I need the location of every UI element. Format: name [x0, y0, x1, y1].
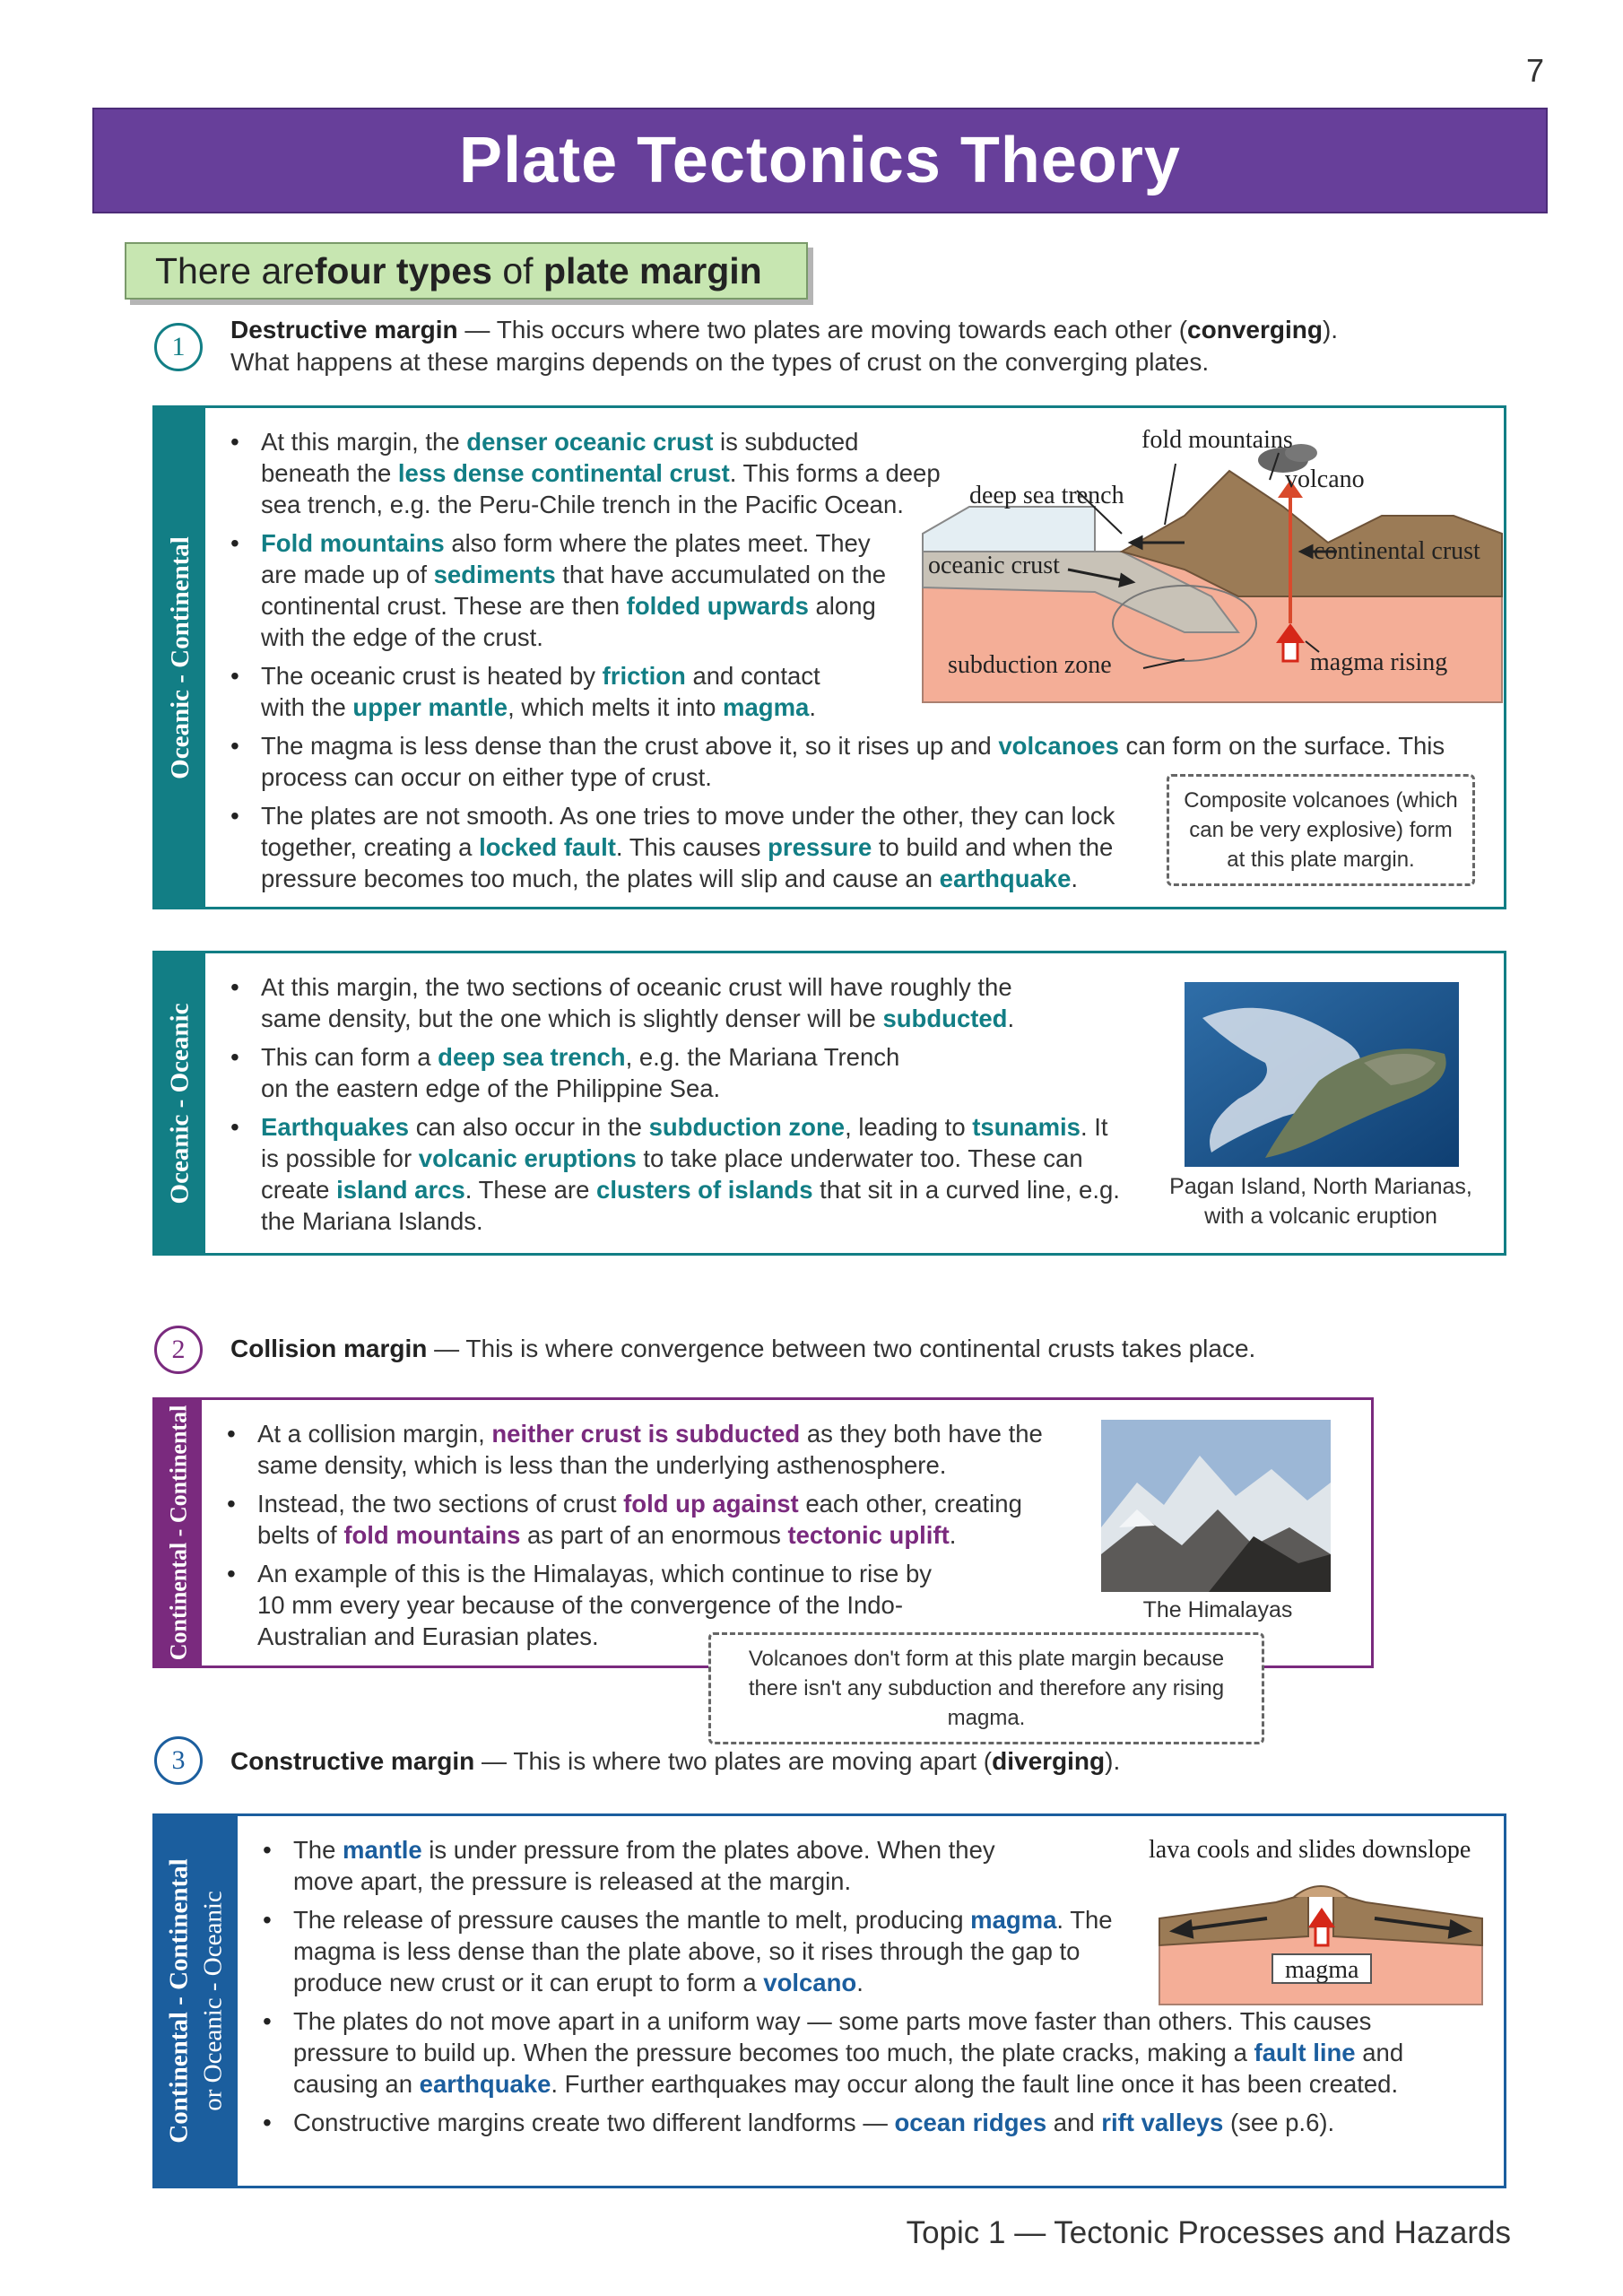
page-number: 7 — [1525, 52, 1544, 89]
list-item: • This can form a deep sea trench, e.g. the Mariana Trench on the eastern edge of the Philippine Sea. — [223, 1041, 905, 1104]
panel-constructive — [152, 1813, 1506, 2188]
tab-line: or Oceanic - Oceanic — [199, 1891, 229, 2111]
panel-continental-continental — [152, 1397, 1374, 1668]
section-heading: Collision margin — [230, 1335, 428, 1362]
intro-text: — This occurs where two plates are moving towards each other ( — [457, 316, 1188, 344]
title-banner — [92, 108, 1548, 213]
intro-bold: converging — [1187, 316, 1323, 344]
list-item: • Fold mountains also form where the plates meet. They are made up of sediments that have accumulated on the continental crust. These are then folded upwards along with the edge of the crust. — [223, 527, 905, 653]
list-item: • The release of pressure causes the mantle to melt, producing magma. The magma is less dense than the plate above, so it rises through the gap to produce new crust or it can erupt to form a volcano. — [256, 1904, 1116, 1998]
label-volcano-top: volcano — [1285, 465, 1365, 493]
plate-left — [1159, 1893, 1308, 1945]
list-item: • The plates do not move apart in a uniform way — some parts move faster than others. This causes pressure to build up. When the pressure becomes too much, the plate cracks, making a fault line and causing an earthquake. Further earthquakes may occur along the fault line once it has been created. — [256, 2005, 1448, 2100]
list-item: • Instead, the two sections of crust fold up against each other, creating belts of fold mountains as part of an enormous tectonic uplift. — [220, 1488, 1081, 1551]
label-magma-rising: magma rising — [1310, 648, 1448, 676]
bullet-list — [220, 1418, 1116, 1659]
panel-side-tab — [155, 953, 205, 1253]
section-subheading — [125, 242, 808, 300]
pagan-island-photo — [1185, 982, 1459, 1167]
intro-bold: diverging — [992, 1747, 1106, 1775]
subduction-diagram — [916, 417, 1507, 722]
info-note: Volcanoes don't form at this plate margin because there isn't any subduction and therefore any rising magma. — [708, 1632, 1264, 1744]
constructive-diagram — [1141, 1829, 1500, 2017]
panel-side-tab — [155, 1400, 202, 1665]
section-number-2: 2 — [154, 1326, 203, 1374]
section-number-3: 3 — [154, 1736, 203, 1785]
subhead-text: There are — [155, 249, 315, 291]
plate-right — [1333, 1893, 1482, 1945]
label-continental-crust: continental crust — [1314, 537, 1480, 565]
section-number-1: 1 — [154, 323, 203, 371]
list-item: • The oceanic crust is heated by friction and contact with the upper mantle, which melts it into magma. — [223, 660, 869, 723]
list-item: • The mantle is under pressure from the plates above. When they move apart, the pressure is released at the margin. — [256, 1834, 1009, 1897]
intro-text: What happens at these margins depends on the types of crust on the converging plates. — [230, 348, 1210, 376]
intro-text: ). — [1322, 316, 1339, 344]
panel-oceanic-continental — [152, 405, 1506, 909]
caption-line: with a volcanic eruption — [1204, 1204, 1437, 1229]
tab-line: Continental - Continental — [165, 1858, 195, 2144]
photo-caption: The Himalayas — [1142, 1597, 1293, 1622]
list-item: • Constructive margins create two different landforms — ocean ridges and rift valleys (see p.6). — [256, 2107, 1448, 2138]
himalayas-photo — [1101, 1420, 1331, 1592]
intro-text: ). — [1105, 1747, 1121, 1775]
label-fold-mountains: fold mountains — [1141, 426, 1293, 454]
list-item: • At a collision margin, neither crust is subducted as they both have the same density, which is less than the underlying asthenosphere. — [220, 1418, 1045, 1481]
subhead-bold: plate margin — [542, 249, 762, 291]
panel-side-tab — [155, 1816, 238, 2186]
panel-tab-label: Oceanic - Oceanic — [165, 1003, 195, 1204]
page-title: Plate Tectonics Theory — [459, 125, 1181, 196]
section-heading: Destructive margin — [230, 316, 458, 344]
photo-caption — [1150, 1172, 1491, 1231]
label-magma: magma — [1285, 1956, 1359, 1984]
list-item: • At this margin, the two sections of oceanic crust will have roughly the same density, but the one which is slightly denser will be subducted. — [223, 971, 1066, 1034]
section-2-intro — [230, 1333, 1513, 1365]
list-item: • Earthquakes can also occur in the subduction zone, leading to tsunamis. It is possible for volcanic eruptions to take place underwater too. These can create island arcs. These are clusters of islands that sit in a curved line, e.g. the Mariana Islands. — [223, 1111, 1120, 1237]
label-subduction-zone: subduction zone — [948, 651, 1112, 679]
subhead-text: of — [491, 249, 543, 291]
info-note: Composite volcanoes (which can be very explosive) form at this plate margin. — [1167, 774, 1475, 886]
page-footer: Topic 1 — Tectonic Processes and Hazards — [906, 2215, 1511, 2250]
intro-text: — This is where convergence between two continental crusts takes place. — [427, 1335, 1256, 1362]
section-1-intro — [230, 314, 1513, 378]
intro-text: — This is where two plates are moving apart ( — [474, 1747, 993, 1775]
panel-tab-label: Oceanic - Continental — [165, 535, 195, 779]
section-3-intro — [230, 1745, 1513, 1778]
list-item: • An example of this is the Himalayas, which continue to rise by 10 mm every year because of the convergence of the Indo-Australian and Eurasian plates. — [220, 1558, 955, 1652]
list-item: • The plates are not smooth. As one tries to move under the other, they can lock together, creating a locked fault. This causes pressure to build and when the pressure becomes too much, the plates will slip and cause an earthquake. — [223, 800, 1129, 894]
panel-tab-label — [162, 1858, 230, 2143]
section-heading: Constructive margin — [230, 1747, 475, 1775]
panel-oceanic-oceanic — [152, 951, 1506, 1256]
label-oceanic-crust: oceanic crust — [928, 552, 1060, 579]
subhead-bold: four types — [314, 249, 492, 291]
label-deep-sea-trench: deep sea trench — [969, 482, 1124, 509]
label-lava: lava cools and slides downslope — [1149, 1836, 1471, 1864]
bullet-list — [223, 971, 1129, 1244]
list-item: • At this margin, the denser oceanic crust is subducted beneath the less dense continental crust. This forms a deep sea trench, e.g. the Peru-Chile trench in the Pacific Ocean. — [223, 426, 941, 520]
caption-line: Pagan Island, North Marianas, — [1169, 1174, 1472, 1199]
panel-side-tab — [155, 408, 205, 907]
panel-tab-label: Continental - Continental — [165, 1405, 192, 1661]
list-item: • The magma is less dense than the crust above it, so it rises up and volcanoes can form on the surface. This process can occur on either type of crust. — [223, 730, 1479, 793]
